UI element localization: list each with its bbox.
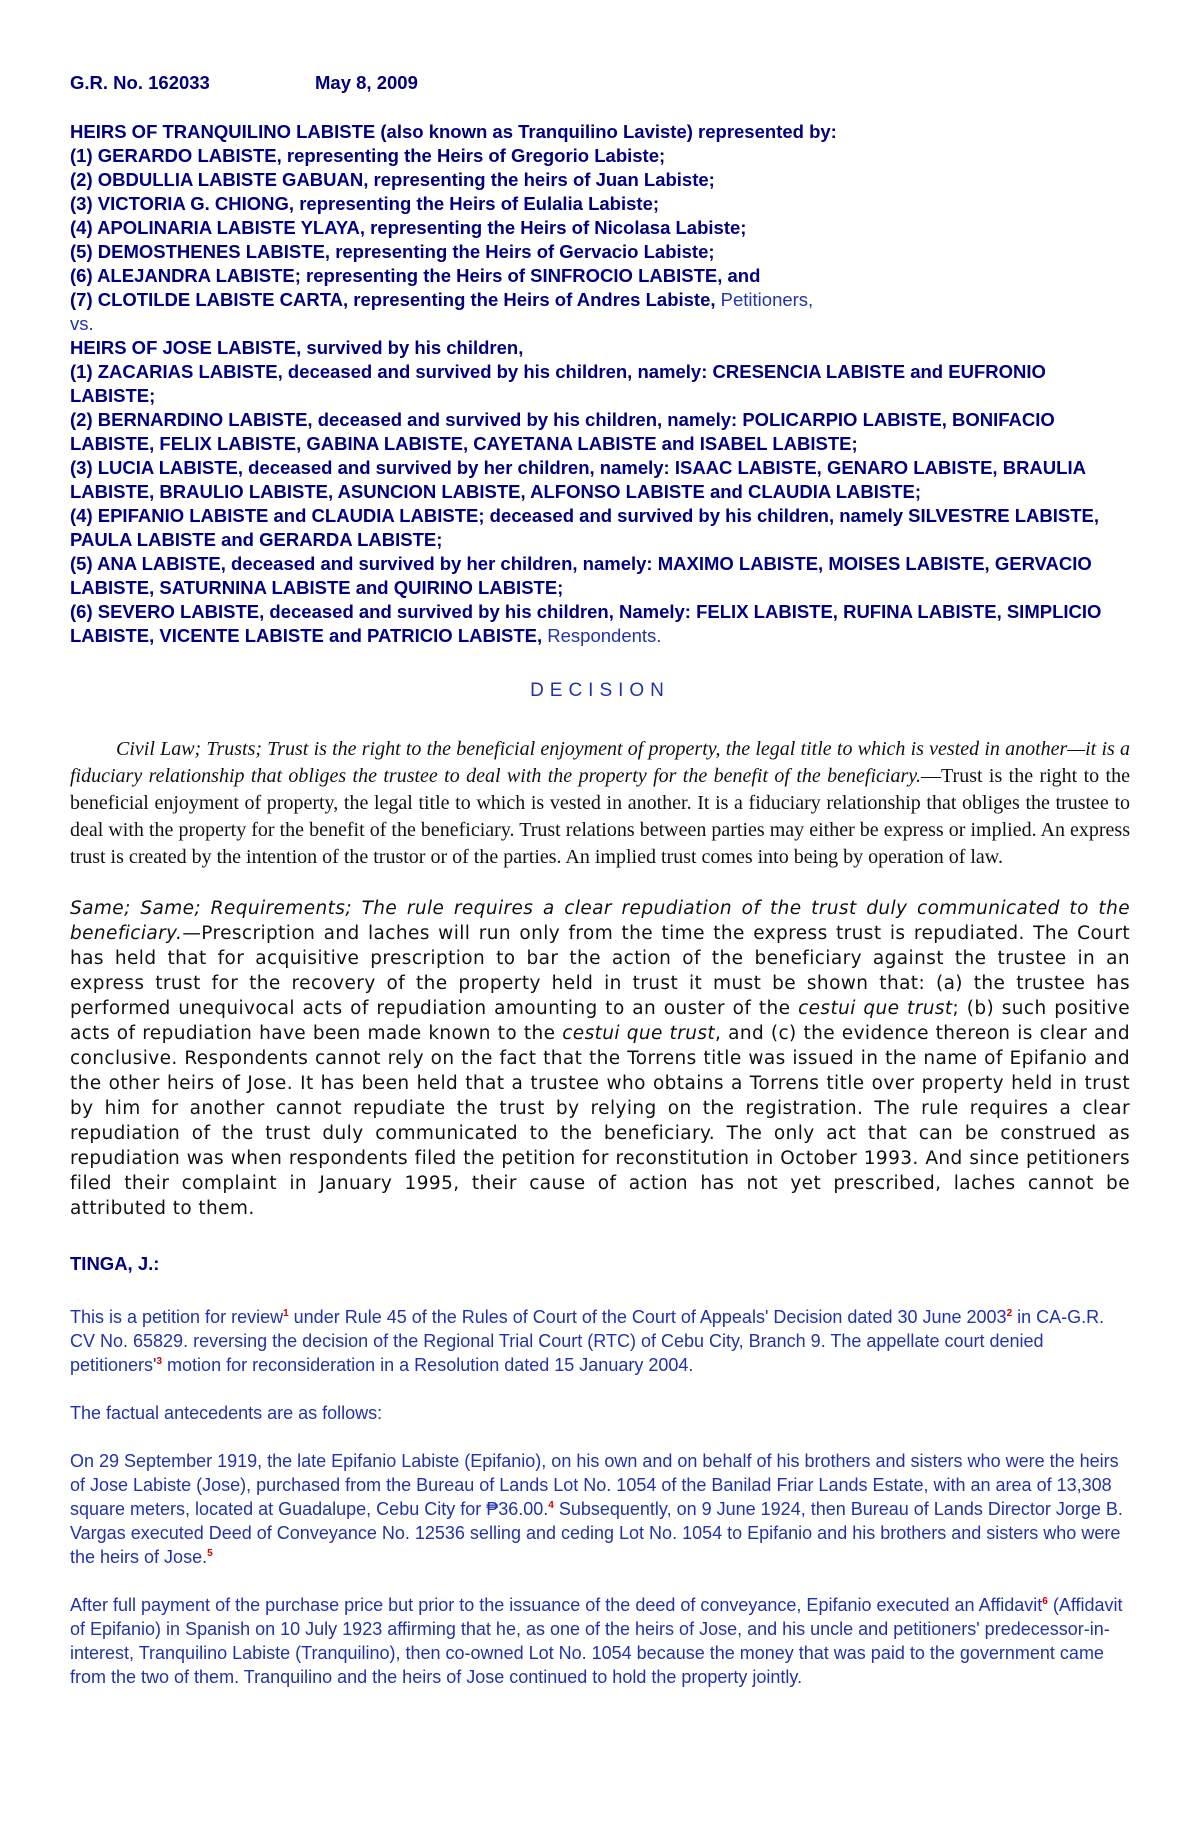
- body-text: under Rule 45 of the Rules of Court of the Court of Appeals' Decision dated 30 June 2003: [288, 1307, 1007, 1327]
- cestui-term: cestui que trust: [562, 1023, 716, 1044]
- petitioner-line: (2) OBDULLIA LABISTE GABUAN, representing the heirs of Juan Labiste;: [70, 169, 715, 190]
- body-paragraph: [70, 1449, 1130, 1569]
- respondent-last-line: [70, 600, 1130, 648]
- case-header: [70, 72, 1130, 98]
- body-text: Subsequently, on 9 June 1924, then Bureau of Lands Director Jorge B. Vargas executed Deed of Conveyance No. 12536 selling and ceding Lot No. 1054 to Epifanio and his brothers and sisters who were the heirs of Jose.: [70, 1499, 1123, 1567]
- respondent-line: (2) BERNARDINO LABISTE, deceased and survived by his children, namely: POLICARPIO LABISTE, BONIFACIO LABISTE, FELIX LABISTE, GABINA LABISTE, CAYETANA LABISTE and ISABEL LABISTE;: [70, 409, 1055, 454]
- respondent-line: (6) SEVERO LABISTE, deceased and survived by his children, Namely: FELIX LABISTE, RUFINA LABISTE, SIMPLICIO LABISTE, VICENTE LABISTE and PATRICIO LABISTE,: [70, 601, 1102, 646]
- footnote-link[interactable]: 3: [156, 1356, 163, 1367]
- body-text: (Affidavit of Epifanio) in Spanish on 10 July 1923 affirming that he, as one of the heirs of Jose, and his uncle and petitioners' predecessor-in-interest, Tranquilino Labiste (Tranquilino), then co-owned Lot No. 1054 because the money that was paid to the government came from the two of them. Tranquilino and the heirs of Jose continued to hold the property jointly.: [70, 1595, 1123, 1687]
- petitioner-line: (5) DEMOSTHENES LABISTE, representing the Heirs of Gervacio Labiste;: [70, 241, 715, 262]
- syllabus-text: , and (c) the evidence thereon is clear and conclusive. Respondents cannot rely on the fact that the Torrens title was issued in the name of Epifanio and the other heirs of Jose. It has been held that a trustee who obtains a Torrens title over property held in trust by him for another cannot repudiate the trust by relying on the registration. The rule requires a clear repudiation of the trust duly communicated to the beneficiary. The only act that can be construed as repudiation was when respondents filed the petition for reconstitution in October 1993. And since petitioners filed their complaint in January 1995, their cause of action has not yet prescribed, laches cannot be attributed to them.: [70, 1023, 1130, 1219]
- document: [70, 72, 1130, 1689]
- respondent-line: (4) EPIFANIO LABISTE and CLAUDIA LABISTE; deceased and survived by his children, namely SILVESTRE LABISTE, PAULA LABISTE and GERARDA LABISTE;: [70, 505, 1099, 550]
- body-paragraph: The factual antecedents are as follows:: [70, 1403, 383, 1423]
- body-paragraph: [70, 1593, 1130, 1689]
- footnote-link[interactable]: 6: [1042, 1596, 1048, 1607]
- decision-body: [70, 1305, 1130, 1689]
- syllabus-text: —Trust is the right to the beneficial enjoyment of property, the legal title to which is vested in another. It is a fiduciary relationship that obliges the trustee to deal with the property for the benefit of the beneficiary. Trust relations between parties may either be express or implied. An express trust is created by the intention of the trustor or of the parties. An implied trust comes into being by operation of law.: [70, 765, 1130, 868]
- ponente: TINGA, J.:: [70, 1253, 160, 1274]
- cestui-term: cestui que trust: [798, 998, 953, 1019]
- syllabus-paragraph: [70, 736, 1130, 871]
- petitioner-line: (1) GERARDO LABISTE, representing the Heirs of Gregorio Labiste;: [70, 145, 666, 166]
- body-text: in CA-G.R. CV No. 65829. reversing the decision of the Regional Trial Court (RTC) of Cebu City, Branch 9. The appellate court denied petitioners': [70, 1307, 1105, 1375]
- petitioner-line: (3) VICTORIA G. CHIONG, representing the Heirs of Eulalia Labiste;: [70, 193, 660, 214]
- footnote-link[interactable]: 4: [548, 1500, 554, 1511]
- body-paragraph: [70, 1305, 1130, 1377]
- case-number: G.R. No. 162033: [70, 72, 210, 93]
- case-date: May 8, 2009: [315, 72, 418, 93]
- syllabus-text: —Prescription and laches will run only from the time the express trust is repudiated. The Court has held that for acquisitive prescription to bar the action of the beneficiary against the trustee in an express trust for the recovery of the property held in trust it must be shown that: (a) the trustee has performed unequivocal acts of repudiation amounting to an ouster of the: [70, 923, 1130, 1019]
- syllabus-text: ; (b) such positive acts of repudiation have been made known to the: [70, 998, 1130, 1044]
- petitioner-line: (6) ALEJANDRA LABISTE; representing the Heirs of SINFROCIO LABISTE, and: [70, 265, 761, 286]
- petitioners-role: Petitioners,: [720, 289, 814, 310]
- petitioner-last-line: [70, 288, 1130, 312]
- footnote-link[interactable]: 1: [283, 1308, 289, 1319]
- petitioner-line: (7) CLOTILDE LABISTE CARTA, representing the Heirs of Andres Labiste,: [70, 289, 716, 310]
- syllabus-heading: Civil Law; Trusts; Trust is the right to the beneficial enjoyment of property, the legal title to which is vested in another—it is a fiduciary relationship that obliges the trustee to deal with the property for the benefit of the beneficiary.: [70, 738, 1130, 787]
- syllabus-paragraph: [70, 896, 1130, 1221]
- parties-block: [70, 120, 1130, 648]
- body-text: motion for reconsideration in a Resolution dated 15 January 2004.: [162, 1355, 694, 1375]
- body-text: This is a petition for review: [70, 1307, 284, 1327]
- respondents-role: Respondents.: [547, 625, 662, 646]
- petitioner-line: HEIRS OF TRANQUILINO LABISTE (also known as Tranquilino Laviste) represented by:: [70, 121, 837, 142]
- respondent-line: (3) LUCIA LABISTE, deceased and survived by her children, namely: ISAAC LABISTE, GENARO LABISTE, BRAULIA LABISTE, BRAULIO LABISTE, ASUNCION LABISTE, ALFONSO LABISTE and CLAUDIA LABISTE;: [70, 457, 1086, 502]
- versus-label: vs.: [70, 313, 94, 334]
- respondent-line: HEIRS OF JOSE LABISTE, survived by his children,: [70, 337, 524, 358]
- syllabus-heading: Same; Same; Requirements; The rule requires a clear repudiation of the trust duly communicated to the beneficiary.: [70, 898, 1130, 944]
- footnote-link[interactable]: 5: [207, 1548, 213, 1559]
- respondent-line: (1) ZACARIAS LABISTE, deceased and survived by his children, namely: CRESENCIA LABISTE and EUFRONIO LABISTE;: [70, 361, 1046, 406]
- footnote-link[interactable]: 2: [1006, 1308, 1013, 1319]
- body-text: On 29 September 1919, the late Epifanio Labiste (Epifanio), on his own and on behalf of his brothers and sisters who were the heirs of Jose Labiste (Jose), purchased from the Bureau of Lands Lot No. 1054 of the Banilad Friar Lands Estate, with an area of 13,308 square meters, located at Guadalupe, Cebu City for ₱36.00.: [70, 1451, 1119, 1519]
- respondent-line: (5) ANA LABISTE, deceased and survived by her children, namely: MAXIMO LABISTE, MOISES LABISTE, GERVACIO LABISTE, SATURNINA LABISTE and QUIRINO LABISTE;: [70, 553, 1092, 598]
- decision-title: DECISION: [530, 680, 670, 701]
- body-text: After full payment of the purchase price but prior to the issuance of the deed of conveyance, Epifanio executed an Affidavit: [70, 1595, 1043, 1615]
- petitioner-line: (4) APOLINARIA LABISTE YLAYA, representing the Heirs of Nicolasa Labiste;: [70, 217, 747, 238]
